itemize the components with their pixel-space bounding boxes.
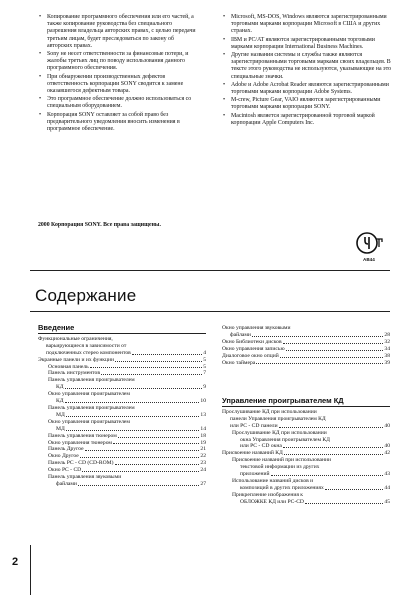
notice-column-right	[222, 14, 392, 128]
toc-entry[interactable]	[38, 357, 206, 364]
toc-entry-text: или PC - CD окна	[240, 443, 282, 450]
logo-caption: AB44	[363, 257, 375, 262]
toc-entry-text: Окно управления тюнером	[48, 439, 112, 446]
toc-entry[interactable]	[222, 478, 390, 492]
toc-leader-dots	[65, 402, 200, 403]
toc-leader-dots	[115, 464, 200, 465]
toc-leader-dots	[118, 437, 200, 438]
bullet-item: • Другие названия системы и службы также являются зарегистрированными торговыми марками своих владельцев. В тексте этого руководства не используются, указывающие на это специальные значки.	[222, 52, 392, 81]
toc-leader-dots	[325, 489, 384, 490]
toc-page-number: 39	[384, 359, 390, 366]
toc-entry-text: Прикрепление изображения к	[232, 491, 304, 498]
toc-entry-text: ОБЛОЖКЕ КД или PC-CD	[240, 498, 304, 505]
toc-page-number: 10	[200, 398, 206, 405]
toc-column-left	[38, 325, 206, 488]
bullet-item: • Microsoft, MS-DOS, Windows являются зарегистрированными торговыми марками корпорации Microsoft в США и других странах.	[222, 14, 392, 36]
toc-page-number: 32	[384, 338, 390, 345]
toc-entry-text: Панель управления проигрывателем	[48, 377, 135, 384]
toc-leader-dots	[132, 354, 202, 355]
toc-heading-cd-player: Управление проигрывателем КД	[222, 398, 390, 407]
toc-entry-text: Прослушивание КД при использовании	[222, 408, 317, 415]
toc-entry[interactable]	[222, 492, 390, 506]
toc-entry-text: Окно управления записью	[222, 345, 285, 352]
toc-entry-text: Присвоение названий при использовании	[232, 457, 331, 464]
toc-entries-right	[222, 409, 390, 506]
section-rule-top	[30, 270, 390, 271]
toc-entry[interactable]	[38, 364, 206, 371]
toc-page-number: 34	[384, 345, 390, 352]
toc-entry[interactable]	[222, 457, 390, 478]
bullet-item: • При обнаружении производственных дефектов ответственность корпорации SONY сводится к замене оказавшегося дефектным товара.	[38, 74, 200, 96]
toc-page-number: 19	[200, 439, 206, 446]
toc-page-number: 5	[203, 356, 206, 363]
toc-entry[interactable]	[38, 440, 206, 447]
toc-entry[interactable]	[38, 405, 206, 419]
bullet-item: • M-crew, Picture Gear, VAIO являются зарегистрированными торговыми марками корпорации SONY.	[222, 97, 392, 111]
toc-entry[interactable]	[38, 419, 206, 433]
page-number-bar	[30, 545, 31, 595]
toc-entry[interactable]	[38, 446, 206, 453]
toc-page-number: 24	[200, 467, 206, 474]
toc-page-number: 43	[384, 471, 390, 478]
bullet-item: • Корпорация SONY оставляет за собой право без предварительного уведомления вносить изменения в программное обеспечение.	[38, 112, 200, 134]
bullet-item: • Adobe и Adobe Acrobat Reader являются зарегистрированными торговыми марками корпорации Adobe Systems.	[222, 82, 392, 96]
toc-page-number: 42	[384, 450, 390, 457]
toc-page-number: 7	[203, 370, 206, 377]
toc-entry-text: файлами	[56, 480, 77, 487]
section-rule-title	[30, 311, 390, 312]
toc-page-number: 45	[384, 498, 390, 505]
toc-entry-text: окна Управления проигрывателем КД	[240, 436, 330, 443]
toc-leader-dots	[85, 450, 200, 451]
toc-page-number: 13	[200, 411, 206, 418]
toc-leader-dots	[82, 471, 199, 472]
toc-entry-text: Основная панель	[48, 363, 89, 370]
toc-entry[interactable]	[222, 409, 390, 430]
toc-leader-dots	[66, 416, 200, 417]
toc-page-number: 23	[200, 460, 206, 467]
bullet-item: • Копирование программного обеспечения или его частей, а также копирование руководства без специального разрешения владельца авторских правах, с целью передачи третьим лицам, будет преследоваться по закону об авторских правах.	[38, 14, 200, 50]
toc-entry-text: Присвоение названий КД	[222, 450, 283, 457]
toc-entry[interactable]	[38, 370, 206, 377]
toc-leader-dots	[305, 503, 383, 504]
toc-page-number: 40	[384, 422, 390, 429]
toc-entry-text: Окно Другое	[48, 453, 79, 460]
toc-leader-dots	[113, 443, 199, 444]
toc-page-number: 40	[384, 443, 390, 450]
toc-entry[interactable]	[222, 325, 390, 339]
toc-page-number: 22	[200, 453, 206, 460]
toc-page-number: 28	[384, 331, 390, 338]
notice-column-left	[38, 14, 200, 134]
toc-entry-text: варьирующиеся в зависимости от	[46, 342, 127, 349]
toc-leader-dots	[65, 388, 203, 389]
toc-entry-text: Использование названий дисков и	[232, 477, 314, 484]
trademark-list	[222, 14, 392, 127]
toc-entry-text: Панель управления звуковыми	[48, 474, 122, 481]
toc-leader-dots	[283, 343, 384, 344]
toc-entry-text: Панель управления тюнером	[48, 432, 117, 439]
toc-leader-dots	[66, 430, 200, 431]
toc-column-mid	[222, 325, 390, 366]
toc-entry-text: Прослушивание КД при использовании	[232, 429, 327, 436]
toc-entry-text: Экранные панели и их функции	[38, 356, 115, 363]
toc-entry-text: файлами	[230, 331, 251, 338]
toc-entry[interactable]	[38, 336, 206, 357]
toc-page-number: 38	[384, 352, 390, 359]
toc-entry-text: Диалоговое окно опций	[222, 352, 279, 359]
toc-leader-dots	[284, 454, 384, 455]
toc-entry[interactable]	[38, 391, 206, 405]
toc-entry-text: Окно управления проигрывателем	[48, 418, 130, 425]
toc-entry-text: Функциональные ограничения,	[38, 335, 113, 342]
toc-leader-dots	[256, 363, 383, 364]
toc-entry[interactable]	[38, 460, 206, 467]
toc-entry-text: КД	[56, 398, 64, 405]
toc-leader-dots	[101, 374, 202, 375]
page-number: 2	[12, 556, 19, 568]
toc-entry-text: текстовой информации из других	[240, 464, 320, 471]
toc-leader-dots	[279, 427, 384, 428]
toc-entry-text: Окно Библиотеки дисков	[222, 338, 282, 345]
toc-entry-text: Панель Другое	[48, 446, 84, 453]
certification-logo-icon	[355, 231, 385, 255]
toc-entry-text: МД	[56, 425, 65, 432]
toc-entry-text: Панель управления проигрывателем	[48, 404, 135, 411]
toc-entry-text: панели Управления проигрывателем КД	[230, 415, 326, 422]
toc-entry-text: Панель PC - CD (CD-ROM)	[48, 460, 114, 467]
toc-entry[interactable]	[222, 339, 390, 346]
page-title: Содержание	[35, 286, 137, 305]
bullet-item: • IBM и PC/AT являются зарегистрированными торговыми марками корпорации International Business Machines.	[222, 37, 392, 51]
toc-leader-dots	[286, 350, 384, 351]
toc-leader-dots	[252, 336, 383, 337]
toc-entry[interactable]	[222, 360, 390, 367]
toc-entry-text: Окно таймера	[222, 359, 256, 366]
toc-entry-text: приложений	[240, 471, 270, 478]
toc-entries-left	[38, 336, 206, 488]
toc-heading-introduction: Введение	[38, 325, 206, 334]
toc-entry-text: композиций в других приложениях	[240, 484, 324, 491]
toc-entry[interactable]	[38, 377, 206, 391]
toc-entry-text: МД	[56, 411, 65, 418]
toc-page-number: 5	[203, 363, 206, 370]
bullet-item: • Sony не несет ответственности за финансовые потери, и жалобы третьих лиц по поводу использования данного программного обеспечения.	[38, 51, 200, 73]
toc-leader-dots	[80, 457, 200, 458]
toc-page-number: 14	[200, 425, 206, 432]
toc-entry-text: подключенных стерео компонентов	[46, 349, 131, 356]
toc-entry[interactable]	[222, 353, 390, 360]
toc-page-number: 4	[203, 349, 206, 356]
toc-entry[interactable]	[38, 433, 206, 440]
notice-list-left	[38, 14, 200, 133]
toc-entries-mid	[222, 325, 390, 366]
toc-entry-text: Панель инструментов	[48, 370, 100, 377]
bullet-item: • Macintosh является зарегистрированной торговой маркой корпорации Apple Computers Inc.	[222, 113, 392, 127]
toc-leader-dots	[115, 361, 202, 362]
toc-leader-dots	[283, 447, 384, 448]
toc-leader-dots	[280, 357, 384, 358]
toc-entry-text: или PC - CD панели	[230, 422, 278, 429]
toc-leader-dots	[78, 485, 199, 486]
toc-entry[interactable]	[222, 430, 390, 451]
copyright-line: 2000 Корпорация SONY. Все права защищены.	[38, 222, 161, 228]
toc-leader-dots	[90, 367, 203, 368]
toc-entry-text: Окно PC - CD	[48, 467, 82, 474]
toc-page-number: 18	[200, 432, 206, 439]
bullet-item: • Это программное обеспечение должно использоваться со специальным оборудованием.	[38, 96, 200, 110]
toc-page-number: 27	[200, 480, 206, 487]
toc-column-right	[222, 398, 390, 506]
toc-page-number: 21	[200, 446, 206, 453]
toc-entry-text: Окно управления проигрывателем	[48, 391, 130, 398]
toc-page-number: 44	[384, 484, 390, 491]
toc-entry-text: КД	[56, 384, 64, 391]
toc-leader-dots	[271, 475, 384, 476]
toc-entry[interactable]	[222, 346, 390, 353]
toc-entry[interactable]	[38, 467, 206, 474]
toc-page-number: 9	[203, 384, 206, 391]
toc-entry[interactable]	[38, 474, 206, 488]
toc-entry-text: Окно управления звуковыми	[222, 325, 291, 331]
